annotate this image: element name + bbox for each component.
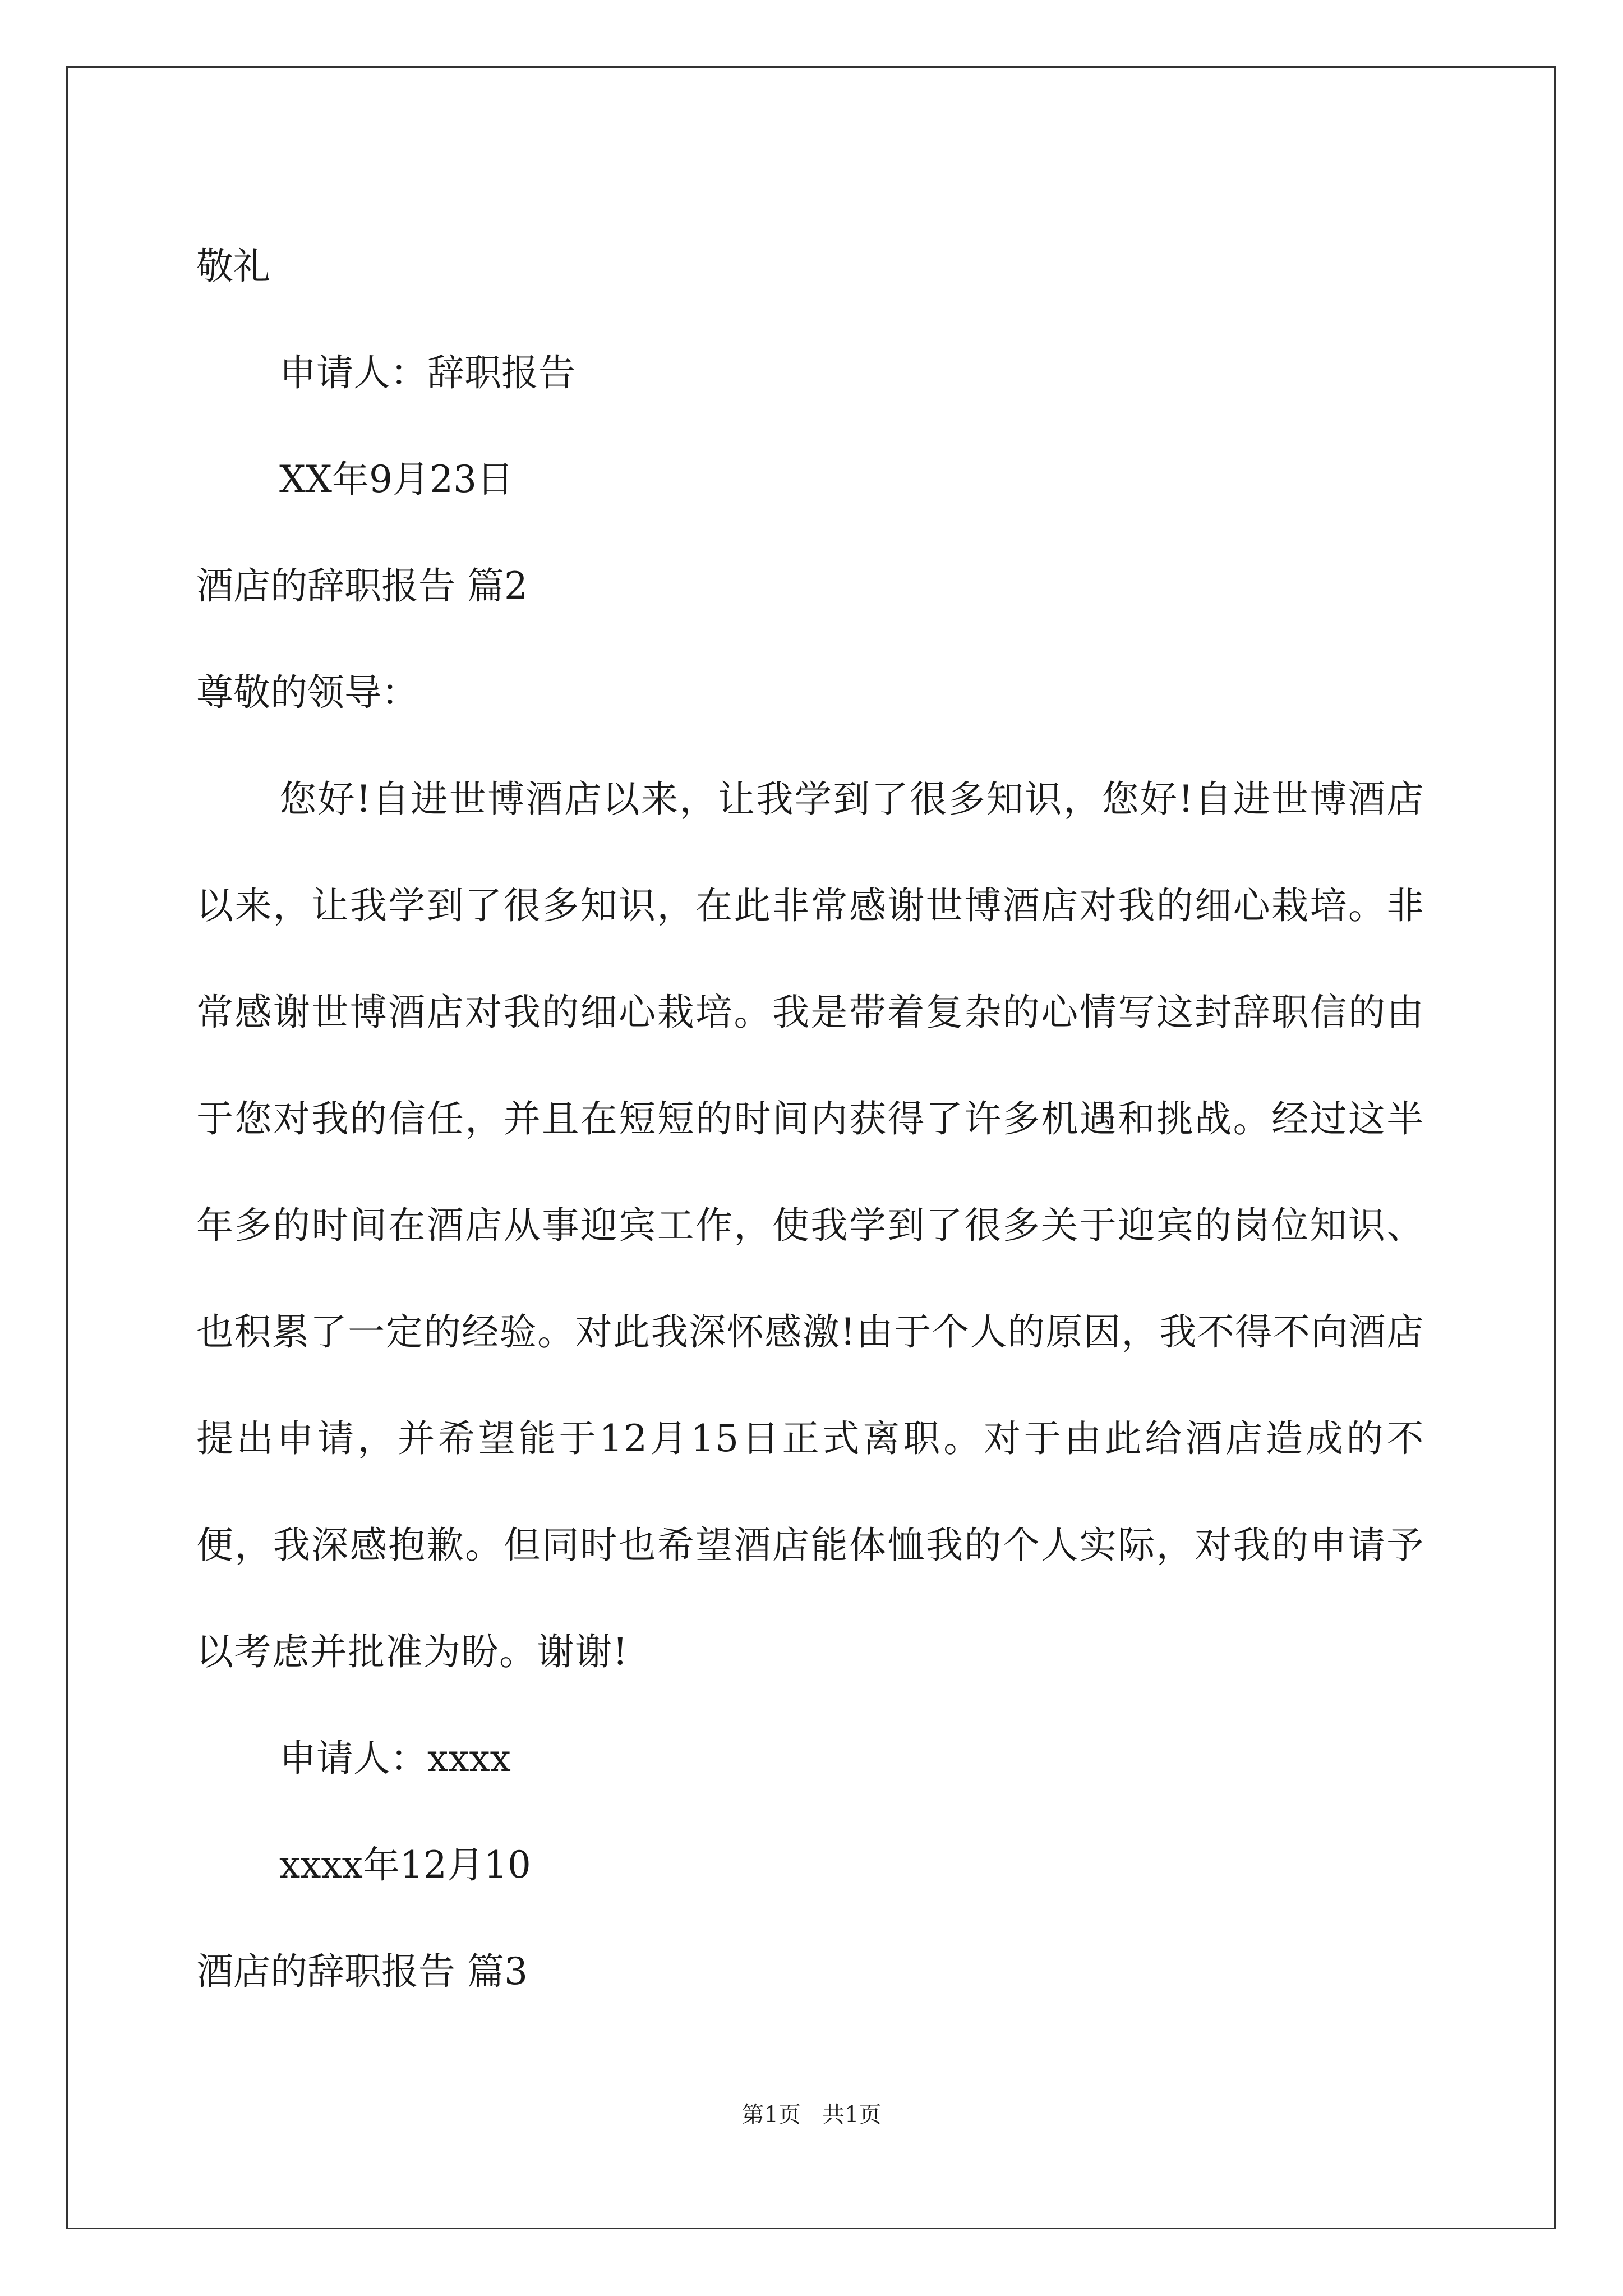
section-title: 酒店的辞职报告 篇2 [196,564,528,608]
date-line: XX年9月23日 [279,458,514,501]
page-number-footer: 第1页 共1页 [741,2102,882,2128]
applicant-line: 申请人：xxxx [279,1737,511,1780]
document-body [196,213,1424,2025]
closing-text: 敬礼 [196,245,270,288]
salutation: 尊敬的领导： [196,671,418,714]
section-title: 酒店的辞职报告 篇3 [196,1950,528,1993]
applicant-line: 申请人：辞职报告 [279,351,575,394]
body-paragraph: 您好!自进世博酒店以来，让我学到了很多知识，您好!自进世博酒店以来，让我学到了很多知识，在此非常感谢世博酒店对我的细心栽培。非常感谢世博酒店对我的细心栽培。我是带着复杂的心情写这封辞职信的由于您对我的信任，并且在短短的时间内获得了许多机遇和挑战。经过这半年多的时间在酒店从事迎宾工作，使我学到了很多关于迎宾的岗位知识、也积累了一定的经验。对此我深怀感激!由于个人的原因，我不得不向酒店提出申请，并希望能于12月15日正式离职。对于由此给酒店造成的不便，我深感抱歉。但同时也希望酒店能体恤我的个人实际，对我的申请予以考虑并批准为盼。谢谢! [196,777,1424,1673]
date-line: xxxx年12月10 [279,1843,531,1887]
